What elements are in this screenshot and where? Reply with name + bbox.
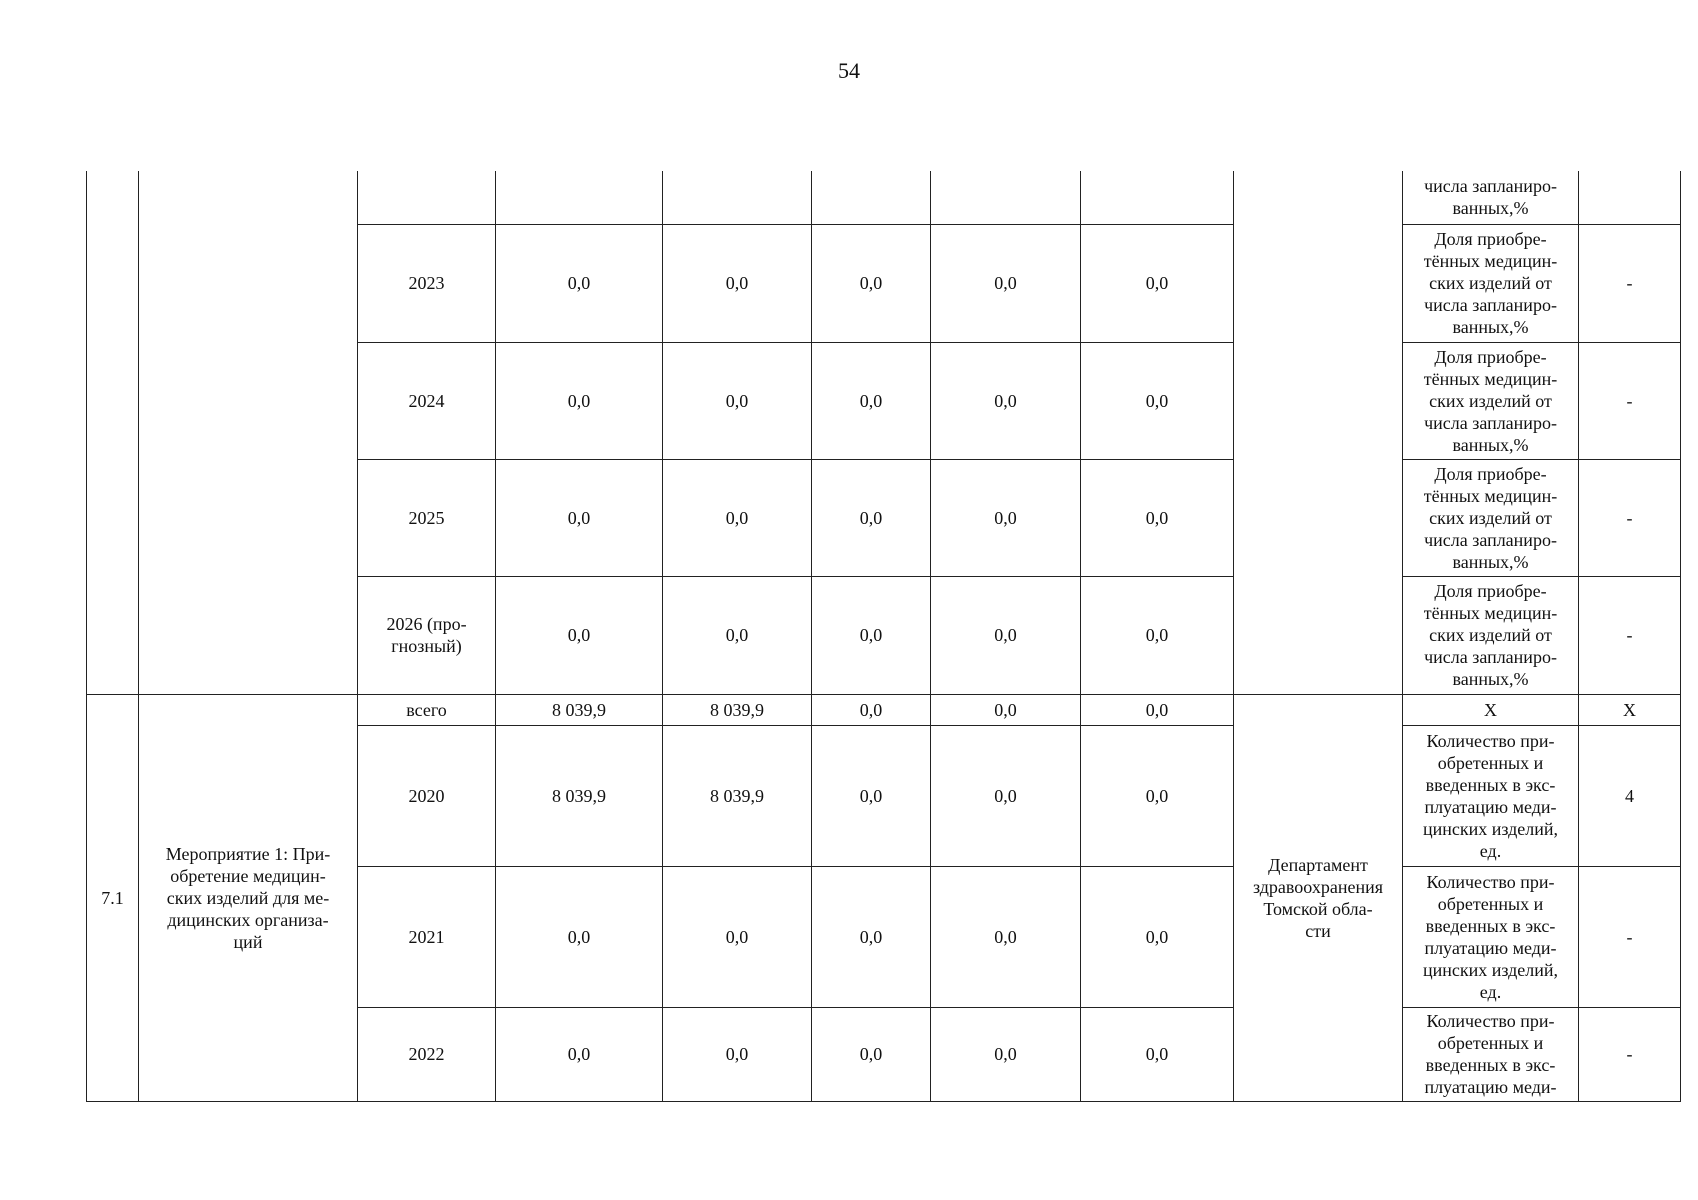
value-cell — [931, 171, 1081, 224]
value-cell: 0,0 — [663, 866, 812, 1007]
value-cell: 8 039,9 — [663, 725, 812, 866]
value-cell: 0,0 — [931, 1007, 1081, 1101]
year-cell: 2021 — [358, 866, 496, 1007]
value-cell: 0,0 — [812, 342, 931, 459]
indicator-cell: Количество при- обретенных и введенных в экс- плуатацию меди- — [1403, 1007, 1579, 1101]
executor-cell-continued — [1234, 171, 1403, 694]
value-cell: 0,0 — [931, 224, 1081, 342]
year-cell: 2020 — [358, 725, 496, 866]
value-cell: 0,0 — [1081, 725, 1234, 866]
value-cell: 0,0 — [812, 1007, 931, 1101]
value-cell: 0,0 — [663, 342, 812, 459]
value-cell: 0,0 — [1081, 459, 1234, 576]
value-cell: 0,0 — [931, 866, 1081, 1007]
table-row — [87, 694, 1681, 725]
number-cell-continued — [87, 171, 139, 694]
value-cell: 8 039,9 — [496, 694, 663, 725]
value-cell: 0,0 — [496, 1007, 663, 1101]
value-cell — [1081, 171, 1234, 224]
value-cell: 0,0 — [812, 224, 931, 342]
value-cell: 0,0 — [931, 576, 1081, 694]
page-number: 54 — [838, 58, 860, 83]
indicator-text: числа запланиро- ванных,% — [1424, 176, 1557, 219]
indicator-cell: Х — [1403, 694, 1579, 725]
target-cell: - — [1579, 866, 1681, 1007]
value-cell: 0,0 — [1081, 576, 1234, 694]
value-cell: 0,0 — [931, 342, 1081, 459]
year-cell: 2025 — [358, 459, 496, 576]
event-name: Мероприятие 1: При- обретение медицин- ских изделий для ме- дицинских организа- ций — [139, 694, 358, 1101]
target-cell: Х — [1579, 694, 1681, 725]
value-cell: 0,0 — [812, 459, 931, 576]
value-cell: 0,0 — [812, 725, 931, 866]
table-row — [87, 171, 1681, 224]
value-cell: 0,0 — [496, 459, 663, 576]
value-cell: 0,0 — [812, 694, 931, 725]
year-cell: 2023 — [358, 224, 496, 342]
event-number: 7.1 — [87, 694, 139, 1101]
year-cell: 2024 — [358, 342, 496, 459]
value-cell: 0,0 — [496, 576, 663, 694]
value-cell — [812, 171, 931, 224]
financing-table — [86, 171, 1681, 1102]
value-cell: 0,0 — [663, 224, 812, 342]
target-cell: - — [1579, 224, 1681, 342]
indicator-cell: Доля приобре- тённых медицин- ских изделий от числа запланиро- ванных,% — [1403, 342, 1579, 459]
indicator-cell: Количество при- обретенных и введенных в экс- плуатацию меди- цинских изделий, ед. — [1403, 866, 1579, 1007]
value-cell: 0,0 — [496, 866, 663, 1007]
indicator-cell: Доля приобре- тённых медицин- ских изделий от числа запланиро- ванных,% — [1403, 459, 1579, 576]
indicator-cell: Доля приобре- тённых медицин- ских изделий от числа запланиро- ванных,% — [1403, 576, 1579, 694]
value-cell: 0,0 — [1081, 1007, 1234, 1101]
value-cell: 0,0 — [663, 1007, 812, 1101]
event-cell-continued — [139, 171, 358, 694]
target-cell: 4 — [1579, 725, 1681, 866]
year-cell: 2022 — [358, 1007, 496, 1101]
year-cell: всего — [358, 694, 496, 725]
value-cell: 0,0 — [1081, 342, 1234, 459]
target-cell: - — [1579, 576, 1681, 694]
value-cell: 0,0 — [496, 224, 663, 342]
value-cell: 0,0 — [812, 576, 931, 694]
indicator-cell: Доля приобре- тённых медицин- ских изделий от числа запланиро- ванных,% — [1403, 224, 1579, 342]
value-cell: 0,0 — [931, 725, 1081, 866]
year-cell — [358, 171, 496, 224]
value-cell: 0,0 — [1081, 694, 1234, 725]
target-cell: - — [1579, 1007, 1681, 1101]
value-cell: 0,0 — [1081, 224, 1234, 342]
value-cell: 0,0 — [496, 342, 663, 459]
year-cell: 2026 (про- гнозный) — [358, 576, 496, 694]
value-cell — [663, 171, 812, 224]
value-cell: 0,0 — [1081, 866, 1234, 1007]
value-cell: 0,0 — [663, 576, 812, 694]
indicator-cell: Количество при- обретенных и введенных в экс- плуатацию меди- цинских изделий, ед. — [1403, 725, 1579, 866]
target-cell — [1579, 171, 1681, 224]
value-cell: 0,0 — [663, 459, 812, 576]
value-cell: 8 039,9 — [663, 694, 812, 725]
value-cell: 0,0 — [931, 694, 1081, 725]
target-cell: - — [1579, 342, 1681, 459]
target-cell: - — [1579, 459, 1681, 576]
value-cell: 0,0 — [812, 866, 931, 1007]
indicator-cell — [1403, 171, 1579, 224]
value-cell — [496, 171, 663, 224]
value-cell: 0,0 — [931, 459, 1081, 576]
value-cell: 8 039,9 — [496, 725, 663, 866]
executor-cell: Департамент здравоохранения Томской обла- сти — [1234, 694, 1403, 1101]
